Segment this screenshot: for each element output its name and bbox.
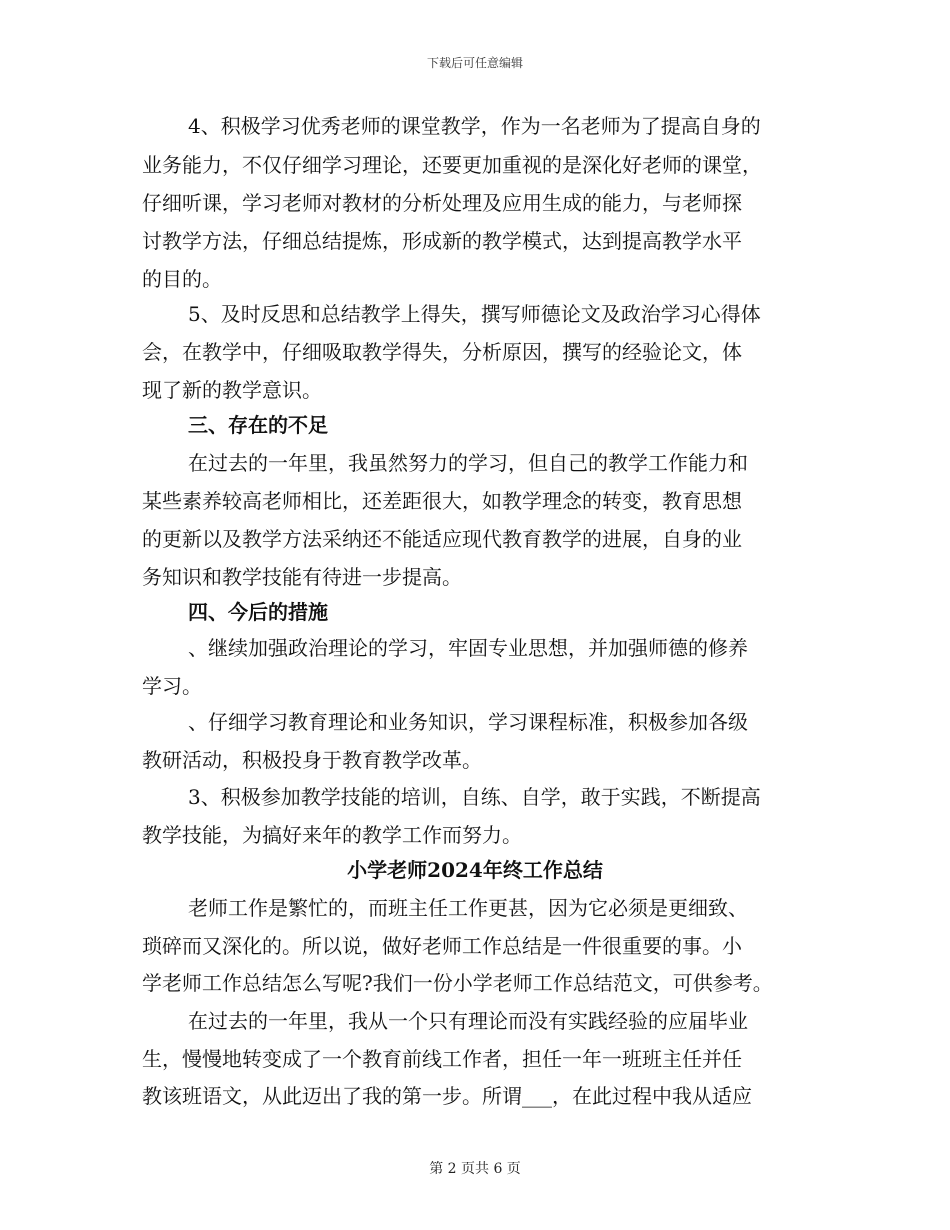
paragraph-line: 务知识和教学技能有待进一步提高。 bbox=[142, 565, 462, 589]
paragraph-line: 、继续加强政治理论的学习，牢固专业思想，并加强师德的修养 bbox=[188, 636, 748, 660]
paragraph-line: 仔细听课，学习老师对教材的分析处理及应用生成的能力，与老师探 bbox=[142, 191, 742, 215]
paragraph-line: 的更新以及教学方法采纳还不能适应现代教育教学的进展，自身的业 bbox=[142, 527, 742, 551]
paragraph-line: 会，在教学中，仔细吸取教学得失，分析原因，撰写的经验论文，体 bbox=[142, 340, 742, 364]
paragraph-line: 业务能力，不仅仔细学习理论，还要更加重视的是深化好老师的课堂， bbox=[142, 153, 762, 177]
paragraph-line: 的目的。 bbox=[142, 267, 222, 291]
paragraph-line: 学习。 bbox=[142, 674, 202, 698]
paragraph-line: 学老师工作总结怎么写呢?我们一份小学老师工作总结范文，可供参考。 bbox=[142, 971, 773, 995]
paragraph-line: 某些素养较高老师相比，还差距很大，如教学理念的转变，教育思想 bbox=[142, 489, 742, 513]
paragraph-line: 讨教学方法，仔细总结提炼，形成新的教学模式，达到提高教学水平 bbox=[142, 229, 742, 253]
paragraph-line: 、仔细学习教育理论和业务知识，学习课程标准，积极参加各级 bbox=[188, 710, 748, 734]
paragraph-line: 4、积极学习优秀老师的课堂教学，作为一名老师为了提高自身的 bbox=[188, 114, 761, 138]
page-footer: 第 2 页共 6 页 bbox=[429, 1161, 521, 1177]
paragraph-line: 现了新的教学意识。 bbox=[142, 378, 322, 402]
page-header: 下载后可任意编辑 bbox=[426, 56, 523, 70]
section-heading: 三、存在的不足 bbox=[188, 413, 328, 437]
section-heading: 四、今后的措施 bbox=[188, 600, 328, 624]
paragraph-line: 5、及时反思和总结教学上得失，撰写师德论文及政治学习心得体 bbox=[188, 302, 761, 326]
paragraph-line: 在过去的一年里，我虽然努力的学习，但自己的教学工作能力和 bbox=[188, 451, 748, 475]
paragraph-line: 老师工作是繁忙的，而班主任工作更甚，因为它必须是更细致、 bbox=[188, 896, 748, 920]
paragraph-line: 教学技能，为搞好来年的教学工作而努力。 bbox=[142, 823, 522, 847]
article-title: 小学老师2024年终工作总结 bbox=[347, 858, 603, 882]
paragraph-line: 教研活动，积极投身于教育教学改革。 bbox=[142, 748, 482, 772]
paragraph-line: 生，慢慢地转变成了一个教育前线工作者，担任一年一班班主任并任 bbox=[142, 1047, 742, 1071]
paragraph-line: 琐碎而又深化的。所以说，做好老师工作总结是一件很重要的事。小 bbox=[142, 934, 742, 958]
paragraph-line: 3、积极参加教学技能的培训，自练、自学，敢于实践，不断提高 bbox=[188, 785, 761, 809]
paragraph-line: 教该班语文，从此迈出了我的第一步。所谓___，在此过程中我从适应 bbox=[142, 1084, 752, 1108]
paragraph-line: 在过去的一年里，我从一个只有理论而没有实践经验的应届毕业 bbox=[188, 1009, 748, 1033]
